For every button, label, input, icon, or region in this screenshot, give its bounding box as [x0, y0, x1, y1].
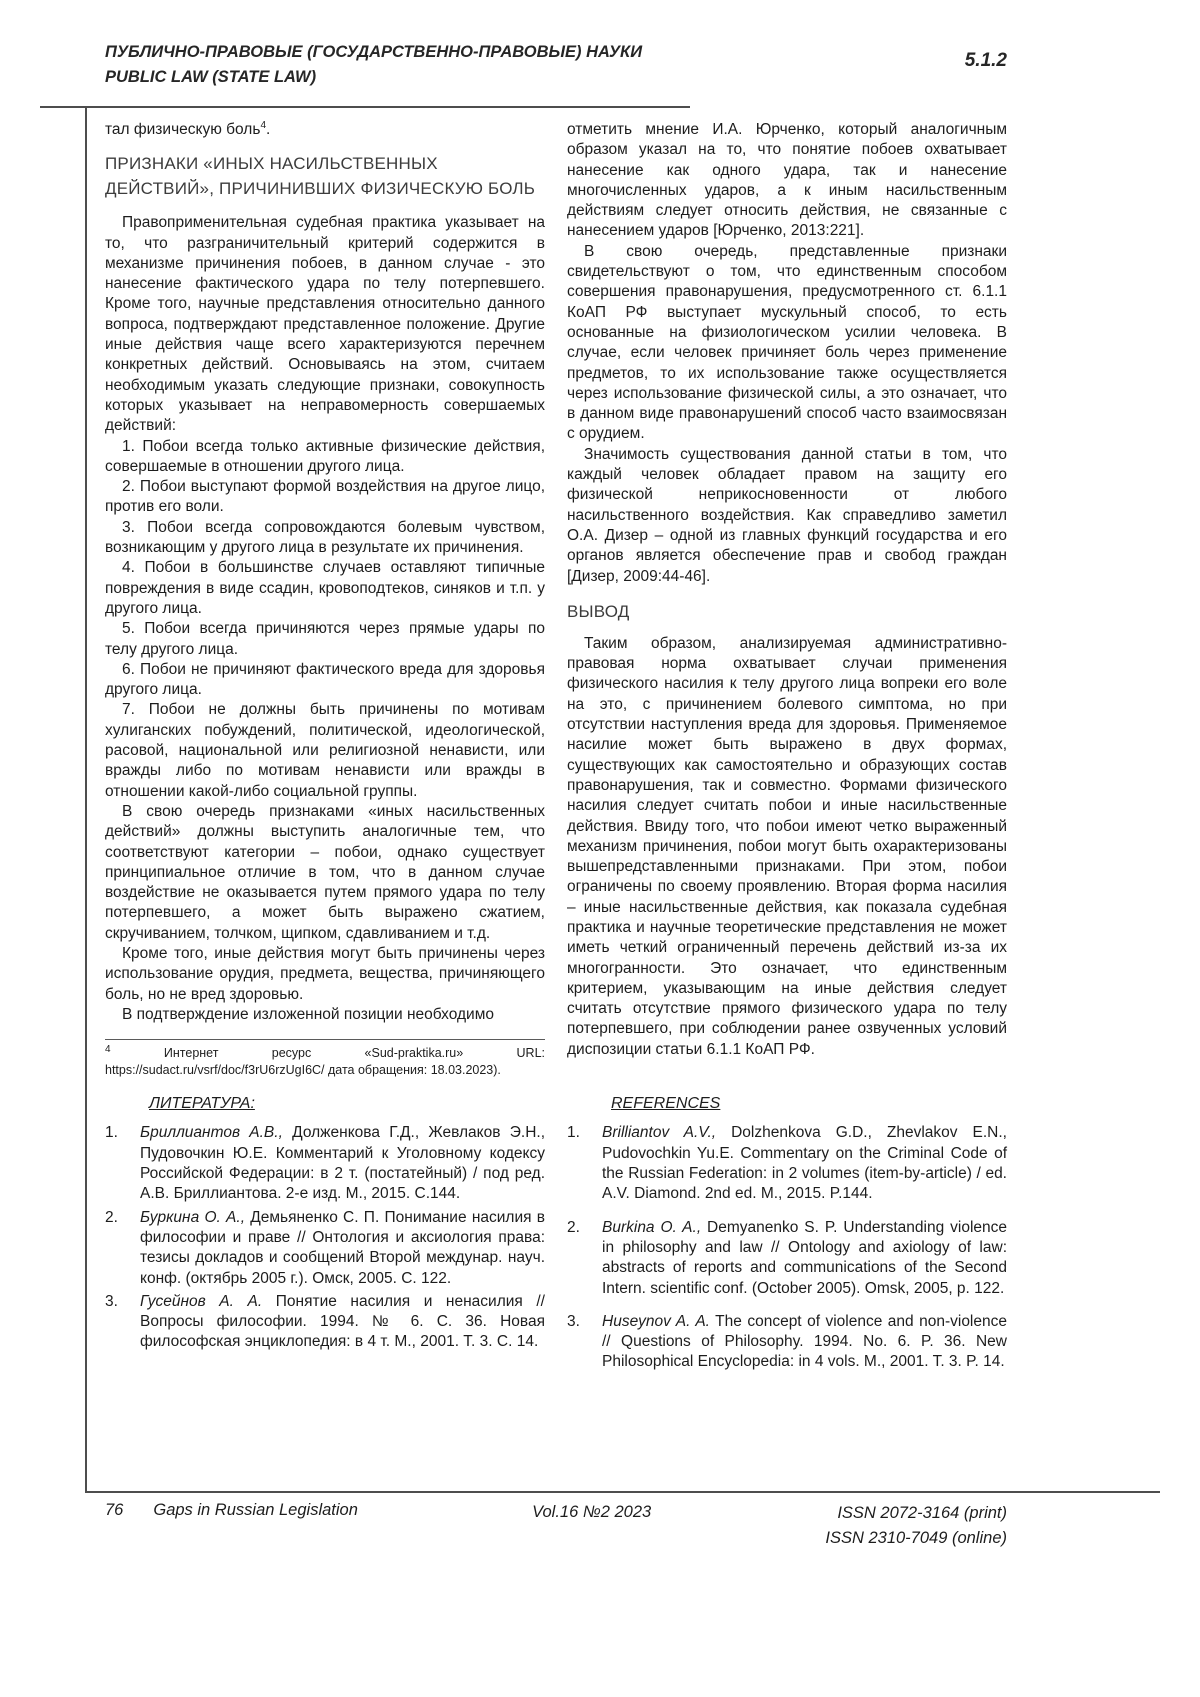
item-number: 1.: [567, 1124, 580, 1142]
item-authors: Huseynov A. A.: [602, 1312, 710, 1330]
list-point: 4. Побои в большинстве случаев оставляют типичные повреждения в виде ссадин, кровоподтеков, синяков и т.п. у другого лица.: [105, 559, 545, 617]
list-point: 7. Побои не должны быть причинены по мотивам хулиганских побуждений, политической, идеологической, расовой, национальной или религиозной ненависти, или вражды либо по мотивам ненависти или вражды в отношении какой-либо социальной группы.: [105, 701, 545, 800]
paragraph: Кроме того, иные действия могут быть причинены через использование орудия, предмета, вещества, причиняющего боль, но не вред здоровью.: [105, 944, 545, 1003]
footnote-separator: [105, 1039, 545, 1040]
issn-block: [825, 1501, 1007, 1551]
references-heading: REFERENCES: [611, 1095, 721, 1113]
journal-title: Gaps in Russian Legislation: [153, 1501, 358, 1519]
issn-print: ISSN 2072-3164 (print): [837, 1504, 1007, 1522]
right-column: [567, 120, 1007, 1060]
footnote-text: Интернет ресурс «Sud-praktika.ru» URL: https://sudact.ru/vsrf/doc/f3rU6rzUgI6C/ дата обращения: 18.03.2023).: [105, 1046, 545, 1077]
body-columns: [105, 120, 1007, 1078]
reference-item: [567, 1218, 1007, 1299]
literature-item: [105, 1208, 545, 1289]
conclusion-heading: ВЫВОД: [567, 601, 630, 621]
item-text: [140, 1123, 545, 1204]
footnote-block: [105, 1039, 545, 1078]
literature-item: [105, 1123, 545, 1204]
paragraph: Значимость существования данной статьи в том, что каждый человек обладает правом на защиту его физической неприкосновенности от любого насильственного воздействия. Как справедливо заметил О.А. Дизер – одной из главных функций государства и его органов является обеспечение прав и свобод граждан [Дизер, 2009:44-46].: [567, 445, 1007, 585]
intro-tail: .: [266, 121, 271, 138]
running-header-title-ru: ПУБЛИЧНО-ПРАВОВЫЕ (ГОСУДАРСТВЕННО-ПРАВОВЫЕ) НАУКИ: [105, 43, 643, 61]
page-number: 76: [105, 1501, 124, 1519]
item-text: [602, 1218, 1007, 1299]
issn-online: ISSN 2310-7049 (online): [825, 1529, 1007, 1547]
item-number: 3.: [105, 1292, 118, 1310]
footnote: [105, 1045, 545, 1078]
footer-left: [105, 1501, 358, 1551]
section-heading: ПРИЗНАКИ «ИНЫХ НАСИЛЬСТВЕННЫХ ДЕЙСТВИЙ», ПРИЧИНИВШИХ ФИЗИЧЕСКУЮ БОЛЬ: [105, 154, 536, 199]
paragraph: [105, 120, 545, 140]
intro-text: тал физическую боль: [105, 121, 261, 138]
item-rest: Dolzhenkova G.D., Zhevlakov E.N., Pudovochkin Yu.E. Commentary on the Criminal Code of the Russian Federation: in 2 volumes (item-by-article) / ed. A.V. Diamond. 2nd ed. M., 2015. P.144.: [602, 1124, 1007, 1203]
header-rule: [40, 106, 690, 108]
page-footer: [105, 1501, 1007, 1551]
footnote-marker: 4: [105, 1044, 111, 1056]
footer-rule: [85, 1491, 1160, 1493]
left-margin-rule: [85, 106, 87, 1492]
item-text: [602, 1312, 1007, 1373]
paragraph: В подтверждение изложенной позиции необходимо: [122, 1005, 494, 1023]
reference-item: [567, 1123, 1007, 1204]
reference-item: [567, 1312, 1007, 1373]
item-rest: The concept of violence and non-violence // Questions of Philosophy. 1994. No. 6. P. 36. New Philosophical Encyclopedia: in 4 vols. M., 2001. T. 3. P. 14.: [602, 1312, 1007, 1371]
paragraph: Таким образом, анализируемая административно-правовая норма охватывает случаи применения физического насилия к телу другого лица вопреки его воле на это, с причинением болевого симптома, но при отсутствии наступления вреда для здоровья. Применяемое насилие может быть выражено в двух формах, существующих как самостоятельно и образующих состав правонарушения, так и совместно. Формами физического насилия следует считать побои и иные насильственные действия. Ввиду того, что побои имеют четко выраженный механизм причинения, побои могут быть охарактеризованы вышепредставленными признаками. При этом, побои ограничены по своему проявлению. Вторая форма насилия – иные насильственные действия, как показала судебная практика и научные теоретические представления не может иметь четкий ограниченный перечень действий из-за их многогранности. Это означает, что единственным критерием, указывающим на иные действия следует считать отсутствие прямого физического удара по телу потерпевшего, при соблюдении ранее озвученных условий диспозиции статьи 6.1.1 КоАП РФ.: [567, 634, 1007, 1058]
list-point: 1. Побои всегда только активные физические действия, совершаемые в отношении другого лица.: [105, 437, 545, 475]
running-header: [105, 40, 1007, 90]
item-text: [602, 1123, 1007, 1204]
item-text: [140, 1208, 545, 1289]
footnote-reference: 4: [260, 119, 266, 131]
item-number: 2.: [567, 1218, 580, 1236]
item-rest: Demyanenko S. P. Understanding violence in philosophy and law // Ontology and axiology of law: abstracts of reports and communications of the Second Intern. scientific conf. (October 2005). Omsk, 2005, p. 122.: [602, 1218, 1007, 1297]
literature-section: [105, 1094, 545, 1356]
item-number: 1.: [105, 1124, 118, 1142]
item-rest: Долженкова Г.Д., Жевлаков Э.Н., Пудовочкин Ю.Е. Комментарий к Уголовному кодексу Российской Федерации: в 2 т. (постатейный) / под ред. А.В. Бриллиантова. 2-е изд. М., 2015. С.144.: [140, 1124, 545, 1203]
list-point: 3. Побои всегда сопровождаются болевым чувством, возникающим у другого лица в результате их причинения.: [105, 518, 545, 557]
item-authors: Burkina O. A.,: [602, 1218, 702, 1236]
left-column: [105, 120, 545, 1078]
references-section: [567, 1094, 1007, 1386]
list-point: 2. Побои выступают формой воздействия на другое лицо, против его воли.: [105, 478, 545, 516]
list-point: 6. Побои не причиняют фактического вреда для здоровья другого лица.: [105, 660, 545, 699]
item-rest: Демьяненко С. П. Понимание насилия в философии и праве // Онтология и аксиология права: тезисы докладов и сообщений Второй междунар. науч. конф. (октябрь 2005 г.). Омск, 2005. С. 122.: [140, 1208, 545, 1287]
item-rest: Понятие насилия и ненасилия // Вопросы философии. 1994. № 6. С. 36. Новая философская энциклопедия: в 4 т. М., 2001. Т. 3. С. 14.: [140, 1292, 545, 1351]
running-header-titles: [105, 40, 642, 90]
bibliography-columns: [105, 1094, 1007, 1386]
paragraph: отметить мнение И.А. Юрченко, который аналогичным образом указал на то, что понятие побоев охватывает нанесение как одного удара, так и нанесение многочисленных ударов, а к иным насильственным действиям следует относить действия, не связанные с нанесением ударов [Юрченко, 2013:221].: [567, 121, 1007, 240]
item-number: 3.: [567, 1312, 580, 1330]
item-authors: Гусейнов А. А.: [140, 1292, 263, 1310]
literature-heading: ЛИТЕРАТУРА:: [149, 1095, 255, 1113]
item-authors: Бриллиантов А.В.,: [140, 1124, 283, 1142]
list-point: 5. Побои всегда причиняются через прямые удары по телу другого лица.: [105, 620, 545, 658]
running-header-title-en: PUBLIC LAW (STATE LAW): [105, 68, 317, 86]
paragraph: В свою очередь признаками «иных насильственных действий» должны выступить аналогичные тем, что соответствуют категории – побои, однако существует принципиальное отличие в том, что в данном случае воздействие не оказывается путем прямого удара по телу потерпевшего, а может быть выражено сжатием, скручиванием, толчком, щипком, сдавливанием и т.д.: [105, 802, 545, 942]
section-code: 5.1.2: [964, 50, 1007, 71]
page-content: [105, 120, 1007, 1386]
item-number: 2.: [105, 1208, 118, 1226]
paragraph: В свою очередь, представленные признаки свидетельствуют о том, что единственным способом совершения правонарушения, предусмотренного ст. 6.1.1 КоАП РФ выступает мускульный способ, то есть основанные на физиологическом усилии человека. В случае, если человек причиняет боль через применение предметов, то их использование также осуществляется через использование физической силы, а это означает, что в данном виде правонарушений способ часто взаимосвязан с орудием.: [567, 242, 1007, 443]
literature-item: [105, 1292, 545, 1353]
issue-info: Vol.16 №2 2023: [532, 1503, 652, 1521]
item-authors: Brilliantov A.V.,: [602, 1124, 717, 1142]
paragraph: Правоприменительная судебная практика указывает на то, что разграничительный критерий содержится в механизме причинения побоев, в данном случае - это нанесение фактического удара по телу потерпевшего. Кроме того, научные представления относительно данного вопроса, подтверждают представленное положение. Другие иные действия чаще всего характеризуются перечнем конкретных действий. Основываясь на этом, считаем необходимым указать следующие признаки, совокупность которых указывает на неправомерность совершаемых действий:: [105, 214, 545, 435]
item-text: [140, 1292, 545, 1353]
item-authors: Буркина О. А.,: [140, 1208, 246, 1226]
